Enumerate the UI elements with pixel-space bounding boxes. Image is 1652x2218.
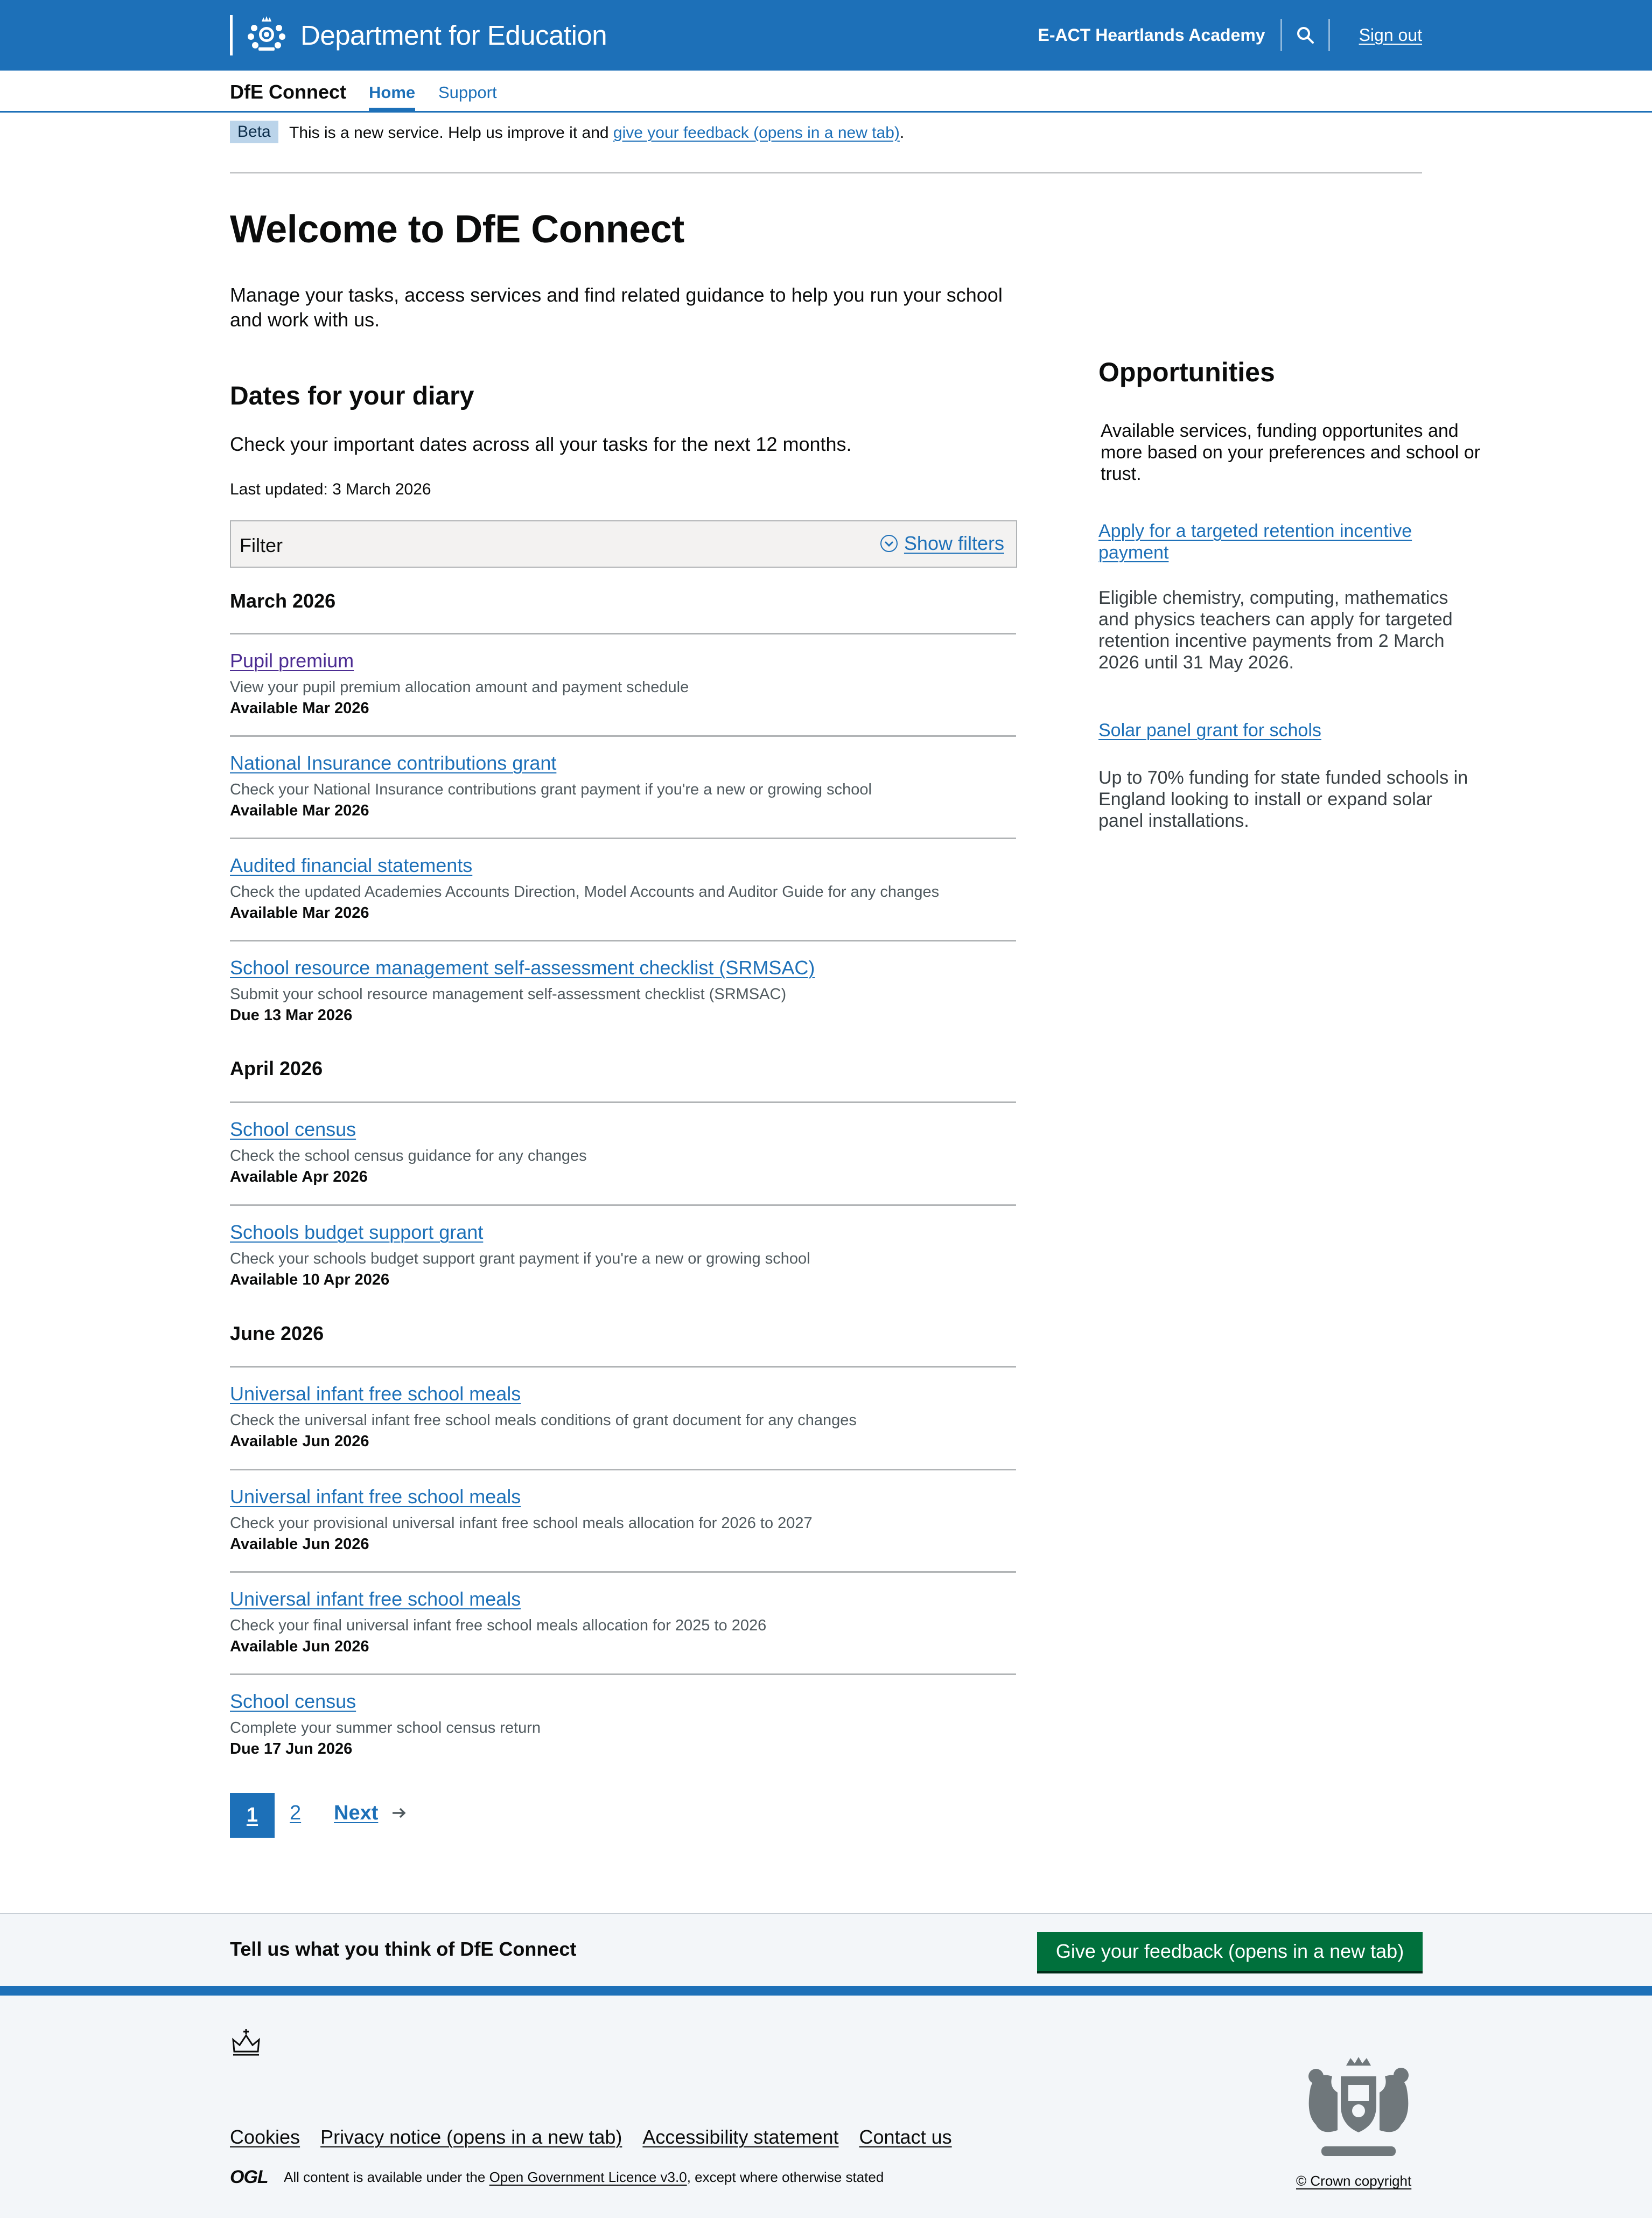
item-link[interactable]: National Insurance contributions grant	[230, 752, 557, 774]
item-link[interactable]: School census	[230, 1118, 356, 1140]
give-feedback-button[interactable]: Give your feedback (opens in a new tab)	[1037, 1932, 1423, 1971]
divider	[230, 1366, 1016, 1368]
item-link[interactable]: Pupil premium	[230, 650, 354, 672]
privacy-notice-link[interactable]: Privacy notice (opens in a new tab)	[320, 2126, 622, 2148]
divider	[230, 633, 1016, 634]
list-item	[230, 1588, 1016, 1656]
sign-out-link[interactable]: Sign out	[1359, 25, 1422, 45]
month-heading: June 2026	[230, 1322, 324, 1344]
show-filters-link[interactable]: Show filters	[904, 532, 1004, 554]
filter-panel	[230, 520, 1017, 568]
beta-tag: Beta	[230, 121, 278, 143]
nav-support-link[interactable]: Support	[438, 83, 497, 102]
cookies-link[interactable]: Cookies	[230, 2126, 300, 2148]
opportunity-link[interactable]: Solar panel grant for schols	[1098, 720, 1321, 741]
list-item	[230, 1485, 1016, 1553]
opportunity-description: Up to 70% funding for state funded schools in England looking to install or expand solar panel installations.	[1098, 768, 1468, 831]
list-item	[230, 957, 1016, 1024]
item-date: Available Mar 2026	[230, 904, 369, 922]
licence-text	[284, 2169, 884, 2186]
opportunities-heading: Opportunities	[1098, 357, 1275, 387]
list-item	[230, 1118, 1016, 1186]
contact-us-link[interactable]: Contact us	[859, 2126, 952, 2148]
service-navigation	[0, 71, 1652, 113]
page-title: Welcome to DfE Connect	[230, 208, 684, 251]
divider	[230, 1571, 1016, 1573]
header-actions	[1038, 17, 1422, 53]
item-date: Available Apr 2026	[230, 1168, 368, 1185]
royal-crest-icon	[242, 14, 291, 57]
item-description: Check your final universal infant free school meals allocation for 2025 to 2026	[230, 1617, 767, 1634]
item-link[interactable]: Schools budget support grant	[230, 1221, 484, 1243]
item-date: Available Jun 2026	[230, 1536, 369, 1553]
search-button[interactable]	[1282, 19, 1328, 51]
opportunities-intro: Available services, funding opportunites and more based on your preferences and school or trust.	[1101, 421, 1480, 484]
diary-description: Check your important dates across all your tasks for the next 12 months.	[230, 433, 852, 455]
list-item	[230, 854, 1016, 922]
list-item	[230, 1690, 1016, 1758]
item-date: Available Mar 2026	[230, 802, 369, 819]
crown-copyright-link[interactable]: © Crown copyright	[1296, 2173, 1412, 2189]
item-link[interactable]: School census	[230, 1690, 356, 1712]
feedback-section	[0, 1913, 1652, 1986]
feedback-heading: Tell us what you think of DfE Connect	[230, 1938, 577, 1960]
pagination-current-page[interactable]	[230, 1793, 275, 1838]
item-description: Submit your school resource management self-assessment checklist (SRMSAC)	[230, 986, 787, 1003]
item-date: Available 10 Apr 2026	[230, 1271, 390, 1288]
item-link[interactable]: Universal infant free school meals	[230, 1588, 521, 1610]
open-government-licence-link[interactable]: Open Government Licence v3.0	[489, 2169, 687, 2185]
header-divider	[1328, 19, 1330, 51]
month-heading: April 2026	[230, 1057, 323, 1079]
accessibility-statement-link[interactable]: Accessibility statement	[642, 2126, 839, 2148]
divider	[230, 1204, 1016, 1206]
month-heading: March 2026	[230, 590, 336, 612]
item-date: Due 17 Jun 2026	[230, 1740, 353, 1757]
opportunity-description: Eligible chemistry, computing, mathematics and physics teachers can apply for targeted retention incentive payments from 2 March 2026 until 31 May 2026.	[1098, 588, 1453, 673]
item-description: Complete your summer school census return	[230, 1719, 541, 1736]
beta-banner-text	[289, 122, 946, 144]
item-description: Check your provisional universal infant free school meals allocation for 2026 to 2027	[230, 1515, 813, 1532]
item-link[interactable]: Universal infant free school meals	[230, 1485, 521, 1508]
divider	[230, 838, 1016, 839]
item-date: Available Jun 2026	[230, 1433, 369, 1450]
site-header	[0, 0, 1652, 71]
last-updated: Last updated: 3 March 2026	[230, 480, 431, 498]
nav-home-link[interactable]: Home	[369, 83, 415, 111]
item-link[interactable]: Universal infant free school meals	[230, 1383, 521, 1405]
licence-text-before: All content is available under the	[284, 2169, 489, 2185]
service-name: DfE Connect	[230, 81, 346, 103]
item-link[interactable]: School resource management self-assessment checklist (SRMSAC)	[230, 957, 815, 979]
item-description: View your pupil premium allocation amount and payment schedule	[230, 679, 689, 696]
show-filters-toggle[interactable]	[879, 532, 1004, 555]
pagination-next-link[interactable]: Next	[334, 1802, 379, 1824]
pagination-page-2[interactable]: 2	[290, 1802, 302, 1824]
beta-feedback-link[interactable]: give your feedback (opens in a new tab)	[613, 124, 900, 142]
beta-text-after: .	[899, 124, 905, 142]
footer-links	[230, 2126, 972, 2149]
list-item	[230, 1221, 1016, 1289]
opportunity-link[interactable]: Apply for a targeted retention incentive payment	[1098, 521, 1412, 563]
licence-text-after: , except where otherwise stated	[687, 2169, 884, 2185]
filter-label: Filter	[240, 534, 283, 556]
lead-paragraph: Manage your tasks, access services and find related guidance to help you run your school and work with us.	[230, 284, 1003, 331]
organisation-name: E-ACT Heartlands Academy	[1038, 25, 1265, 45]
list-item	[230, 1383, 1016, 1450]
item-description: Check your schools budget support grant payment if you're a new or growing school	[230, 1250, 810, 1267]
crown-icon	[230, 2028, 262, 2058]
ogl-logo: OGL	[230, 2167, 268, 2187]
current-page-number: 1	[246, 1804, 258, 1826]
royal-coat-of-arms-icon	[1294, 2055, 1423, 2163]
beta-text-before: This is a new service. Help us improve it and	[289, 124, 613, 142]
divider	[230, 1101, 1016, 1103]
item-date: Due 13 Mar 2026	[230, 1007, 353, 1024]
divider	[230, 940, 1016, 941]
divider	[230, 1673, 1016, 1675]
diary-heading: Dates for your diary	[230, 382, 474, 410]
item-link[interactable]: Audited financial statements	[230, 854, 473, 876]
search-icon	[1296, 25, 1315, 45]
divider	[230, 1469, 1016, 1470]
brand-title: Department for Education	[300, 20, 607, 51]
item-date: Available Jun 2026	[230, 1638, 369, 1655]
chevron-down-icon	[879, 534, 899, 553]
item-date: Available Mar 2026	[230, 700, 369, 717]
item-description: Check the updated Academies Accounts Direction, Model Accounts and Auditor Guide for any changes	[230, 883, 940, 901]
licence-row	[230, 2167, 884, 2188]
phase-banner	[230, 121, 1422, 173]
site-footer	[0, 1986, 1652, 2218]
arrow-right-icon	[390, 1804, 408, 1822]
item-description: Check the school census guidance for any changes	[230, 1147, 587, 1164]
list-item	[230, 752, 1016, 820]
divider	[230, 735, 1016, 737]
item-description: Check the universal infant free school meals conditions of grant document for any changes	[230, 1412, 857, 1429]
list-item	[230, 650, 1016, 717]
dfe-logo-link[interactable]	[230, 15, 607, 55]
item-description: Check your National Insurance contributions grant payment if you're a new or growing school	[230, 781, 872, 798]
